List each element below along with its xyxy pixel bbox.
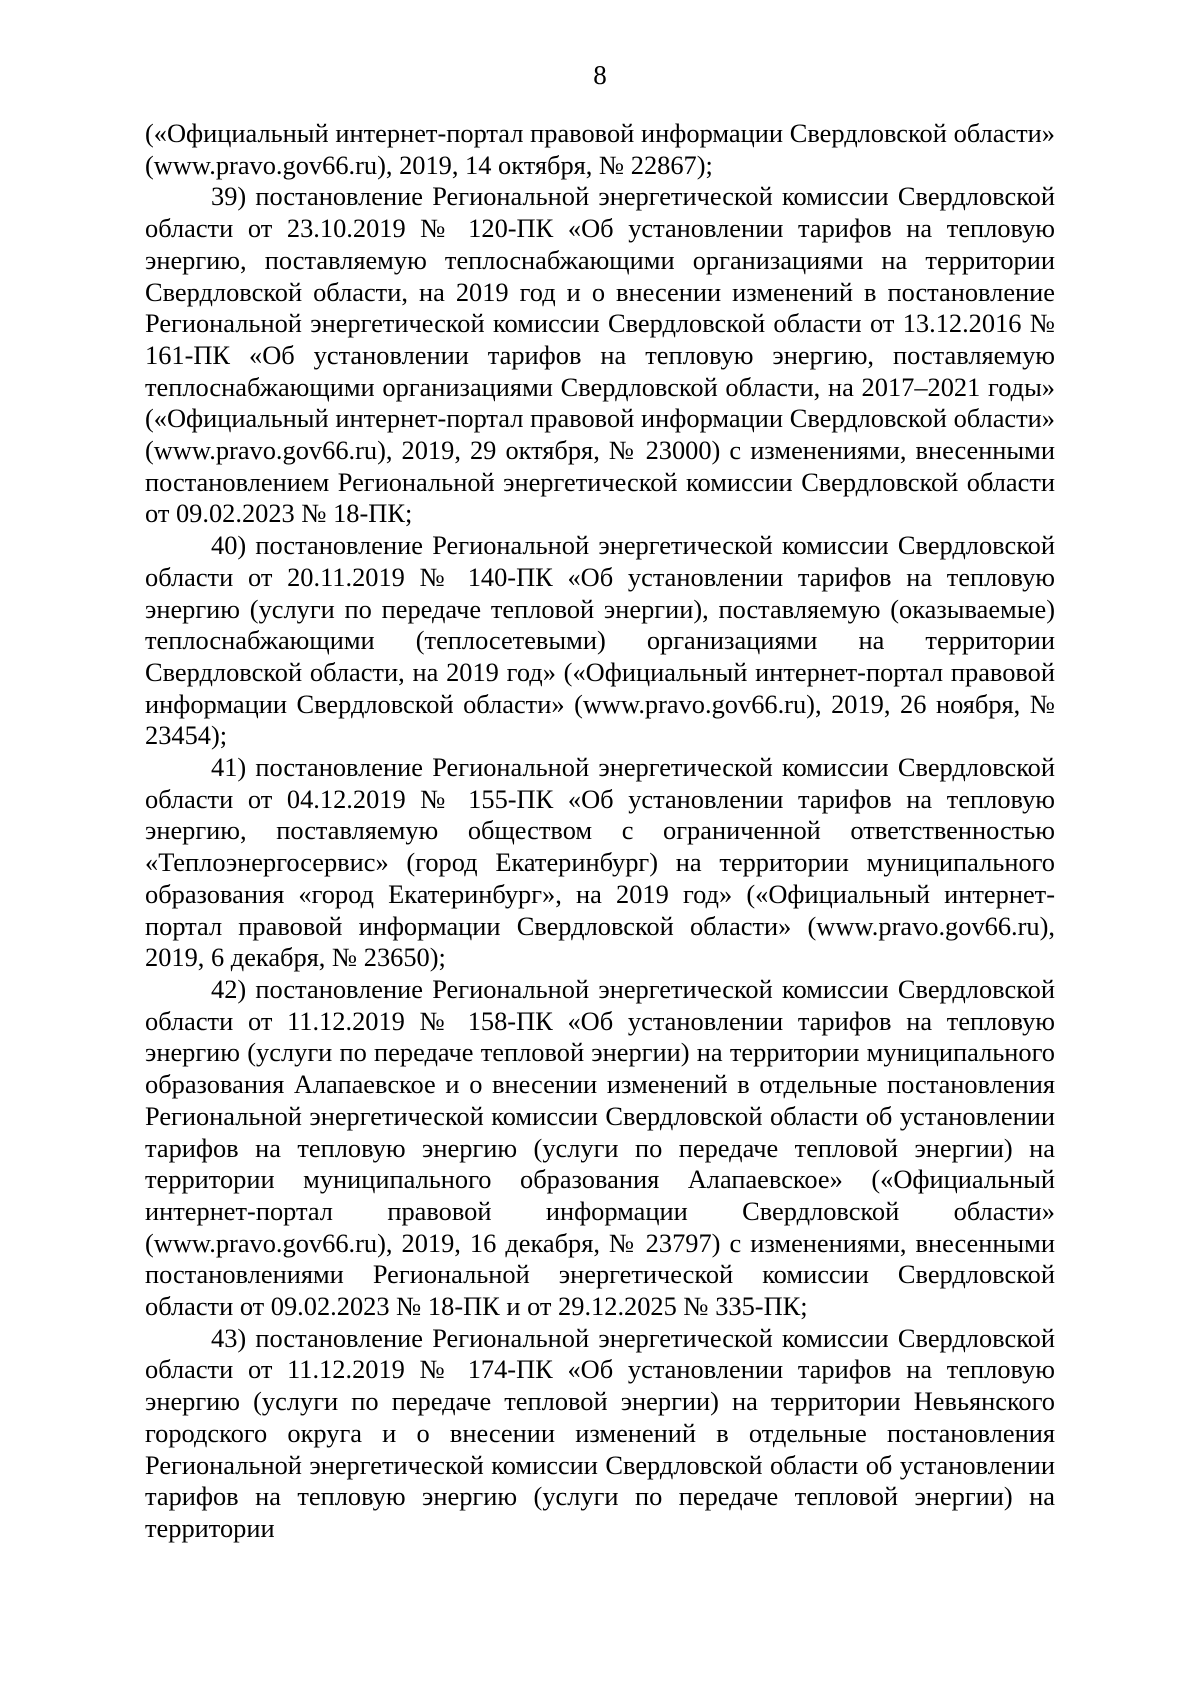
- document-body: [145, 118, 1055, 1545]
- paragraph-continuation: («Официальный интернет-портал правовой информации Свердловской области» (www.pravo.gov66.ru), 2019, 14 октября, № 22867);: [145, 118, 1055, 180]
- paragraph-item-41: 41) постановление Региональной энергетической комиссии Свердловской области от 04.12.2019 № 155-ПК «Об установлении тарифов на тепловую энергию, поставляемую обществом с ограниченной ответственностью «Теплоэнергосервис» (город Екатеринбург) на территории муниципального образования «город Екатеринбург», на 2019 год» («Официальный интернет-портал правовой информации Свердловской области» (www.pravo.gov66.ru), 2019, 6 декабря, № 23650);: [145, 752, 1055, 973]
- page-number: 8: [593, 60, 607, 90]
- paragraph-item-42: 42) постановление Региональной энергетической комиссии Свердловской области от 11.12.2019 № 158-ПК «Об установлении тарифов на тепловую энергию (услуги по передаче тепловой энергии) на территории муниципального образования Алапаевское и о внесении изменений в отдельные постановления Региональной энергетической комиссии Свердловской области об установлении тарифов на тепловую энергию (услуги по передаче тепловой энергии) на территории муниципального образования Алапаевское» («Официальный интернет-портал правовой информации Свердловской области» (www.pravo.gov66.ru), 2019, 16 декабря, № 23797) с изменениями, внесенными постановлениями Региональной энергетической комиссии Свердловской области от 09.02.2023 № 18-ПК и от 29.12.2025 № 335-ПК;: [145, 973, 1055, 1322]
- paragraph-item-43: 43) постановление Региональной энергетической комиссии Свердловской области от 11.12.2019 № 174-ПК «Об установлении тарифов на тепловую энергию (услуги по передаче тепловой энергии) на территории Невьянского городского округа и о внесении изменений в отдельные постановления Региональной энергетической комиссии Свердловской области об установлении тарифов на тепловую энергию (услуги по передаче тепловой энергии) на территории: [145, 1322, 1055, 1543]
- paragraph-item-39: 39) постановление Региональной энергетической комиссии Свердловской области от 23.10.2019 № 120-ПК «Об установлении тарифов на тепловую энергию, поставляемую теплоснабжающими организациями на территории Свердловской области, на 2019 год и о внесении изменений в постановление Региональной энергетической комиссии Свердловской области от 13.12.2016 № 161-ПК «Об установлении тарифов на тепловую энергию, поставляемую теплоснабжающими организациями Свердловской области, на 2017–2021 годы» («Официальный интернет-портал правовой информации Свердловской области» (www.pravo.gov66.ru), 2019, 29 октября, № 23000) с изменениями, внесенными постановлением Региональной энергетической комиссии Свердловской области от 09.02.2023 № 18-ПК;: [145, 181, 1055, 529]
- paragraph-item-40: 40) постановление Региональной энергетической комиссии Свердловской области от 20.11.2019 № 140-ПК «Об установлении тарифов на тепловую энергию (услуги по передаче тепловой энергии), поставляемую (оказываемые) теплоснабжающими (теплосетевыми) организациями на территории Свердловской области, на 2019 год» («Официальный интернет-портал правовой информации Свердловской области» (www.pravo.gov66.ru), 2019, 26 ноября, № 23454);: [145, 530, 1055, 751]
